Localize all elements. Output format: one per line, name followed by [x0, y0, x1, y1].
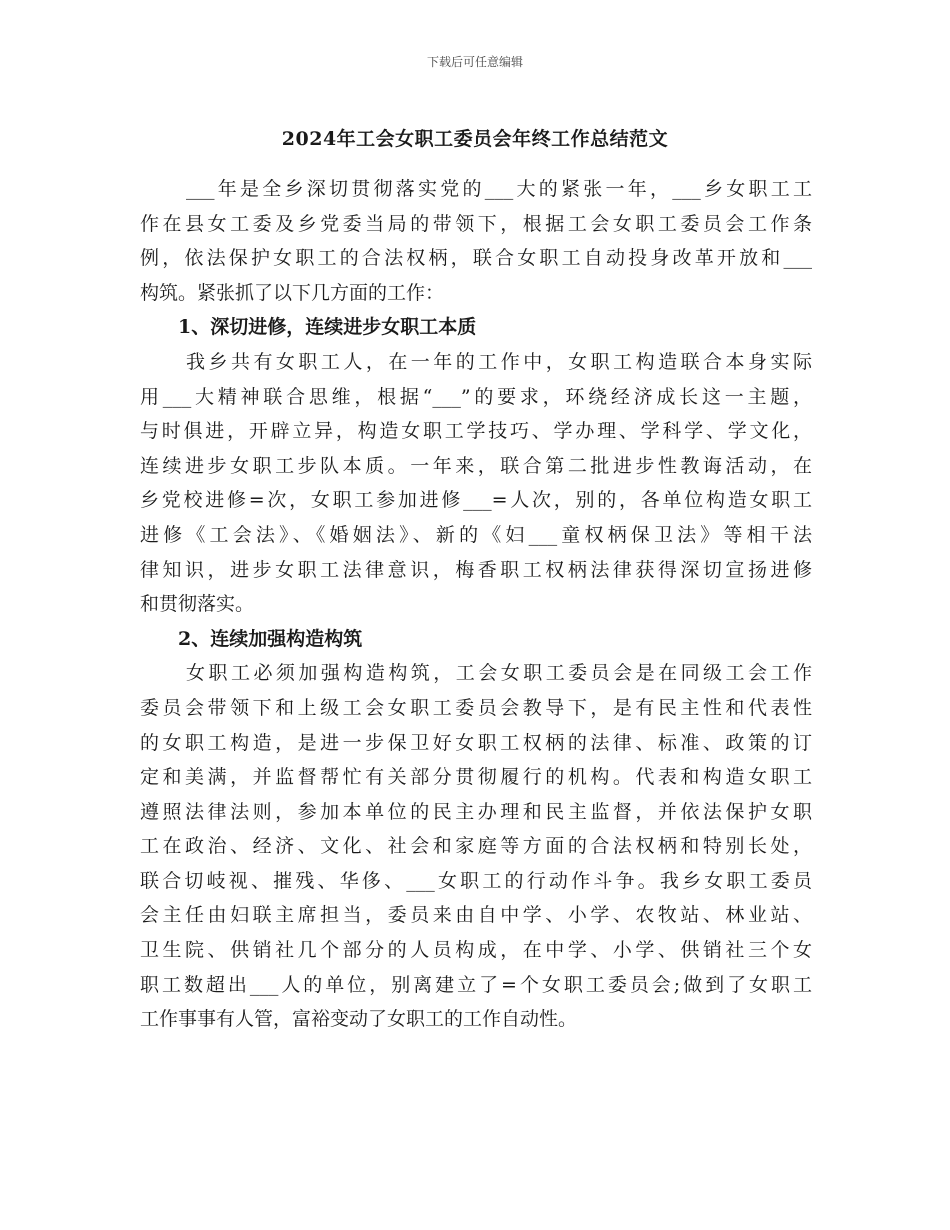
paragraph-line: 作在县女工委及乡党委当局的带领下，根据工会女职工委员会工作条: [140, 212, 812, 235]
section-heading: 2、连续加强构造构筑: [178, 627, 363, 650]
paragraph-line: 例，依法保护女职工的合法权柄，联合女职工自动投身改革开放和___: [140, 247, 812, 270]
paragraph-line: 进修《工会法》、《婚姻法》、新的《妇___童权柄保卫法》等相干法: [140, 523, 812, 546]
paragraph-line: 卫生院、供销社几个部分的人员构成，在中学、小学、供销社三个女: [140, 939, 812, 962]
paragraph-line: 工在政治、经济、文化、社会和家庭等方面的合法权柄和特别长处，: [140, 835, 812, 858]
document-title: 2024年工会女职工委员会年终工作总结范文: [281, 128, 669, 150]
paragraph-line: 委员会带领下和上级工会女职工委员会教导下，是有民主性和代表性: [140, 696, 812, 719]
paragraph-line: 连续进步女职工步队本质。一年来，联合第二批进步性教诲活动，在: [140, 454, 812, 477]
paragraph-line: 定和美满，并监督帮忙有关部分贯彻履行的机构。代表和构造女职工: [140, 766, 812, 789]
paragraph-line: 用___大精神联合思维，根据“___”的要求，环绕经济成长这一主题，: [140, 385, 812, 408]
paragraph-line: 我乡共有女职工人，在一年的工作中，女职工构造联合本身实际: [186, 350, 812, 373]
paragraph-line: 会主任由妇联主席担当，委员来由自中学、小学、农牧站、林业站、: [140, 904, 812, 927]
paragraph-line: 的女职工构造，是进一步保卫好女职工权柄的法律、标准、政策的订: [140, 731, 812, 754]
paragraph-line: 和贯彻落实。: [140, 593, 255, 616]
paragraph-line: 工作事事有人管，富裕变动了女职工的工作自动性。: [140, 1008, 578, 1031]
paragraph-line: 联合切岐视、摧残、华侈、___女职工的行动作斗争。我乡女职工委员: [140, 869, 812, 892]
paragraph-line: 构筑。紧张抓了以下几方面的工作：: [140, 281, 445, 304]
document-body: [140, 172, 812, 1037]
paragraph-line: 乡党校进修=次，女职工参加进修___=人次，别的，各单位构造女职工: [140, 489, 812, 512]
paragraph-line: 职工数超出___人的单位，别离建立了=个女职工委员会;做到了女职工: [140, 973, 812, 996]
paragraph-line: 遵照法律法则，参加本单位的民主办理和民主监督，并依法保护女职: [140, 800, 812, 823]
paragraph-line: 律知识，进步女职工法律意识，梅香职工权柄法律获得深切宣扬进修: [140, 558, 812, 581]
page-header-note: 下载后可任意编辑: [426, 55, 523, 69]
section-heading: 1、深切进修，连续进步女职工本质: [178, 316, 477, 339]
paragraph-line: 女职工必须加强构造构筑，工会女职工委员会是在同级工会工作: [186, 662, 812, 685]
paragraph-line: ___年是全乡深切贯彻落实党的___大的紧张一年，___乡女职工工: [186, 178, 812, 200]
paragraph-line: 与时俱进，开辟立异，构造女职工学技巧、学办理、学科学、学文化，: [140, 420, 812, 443]
